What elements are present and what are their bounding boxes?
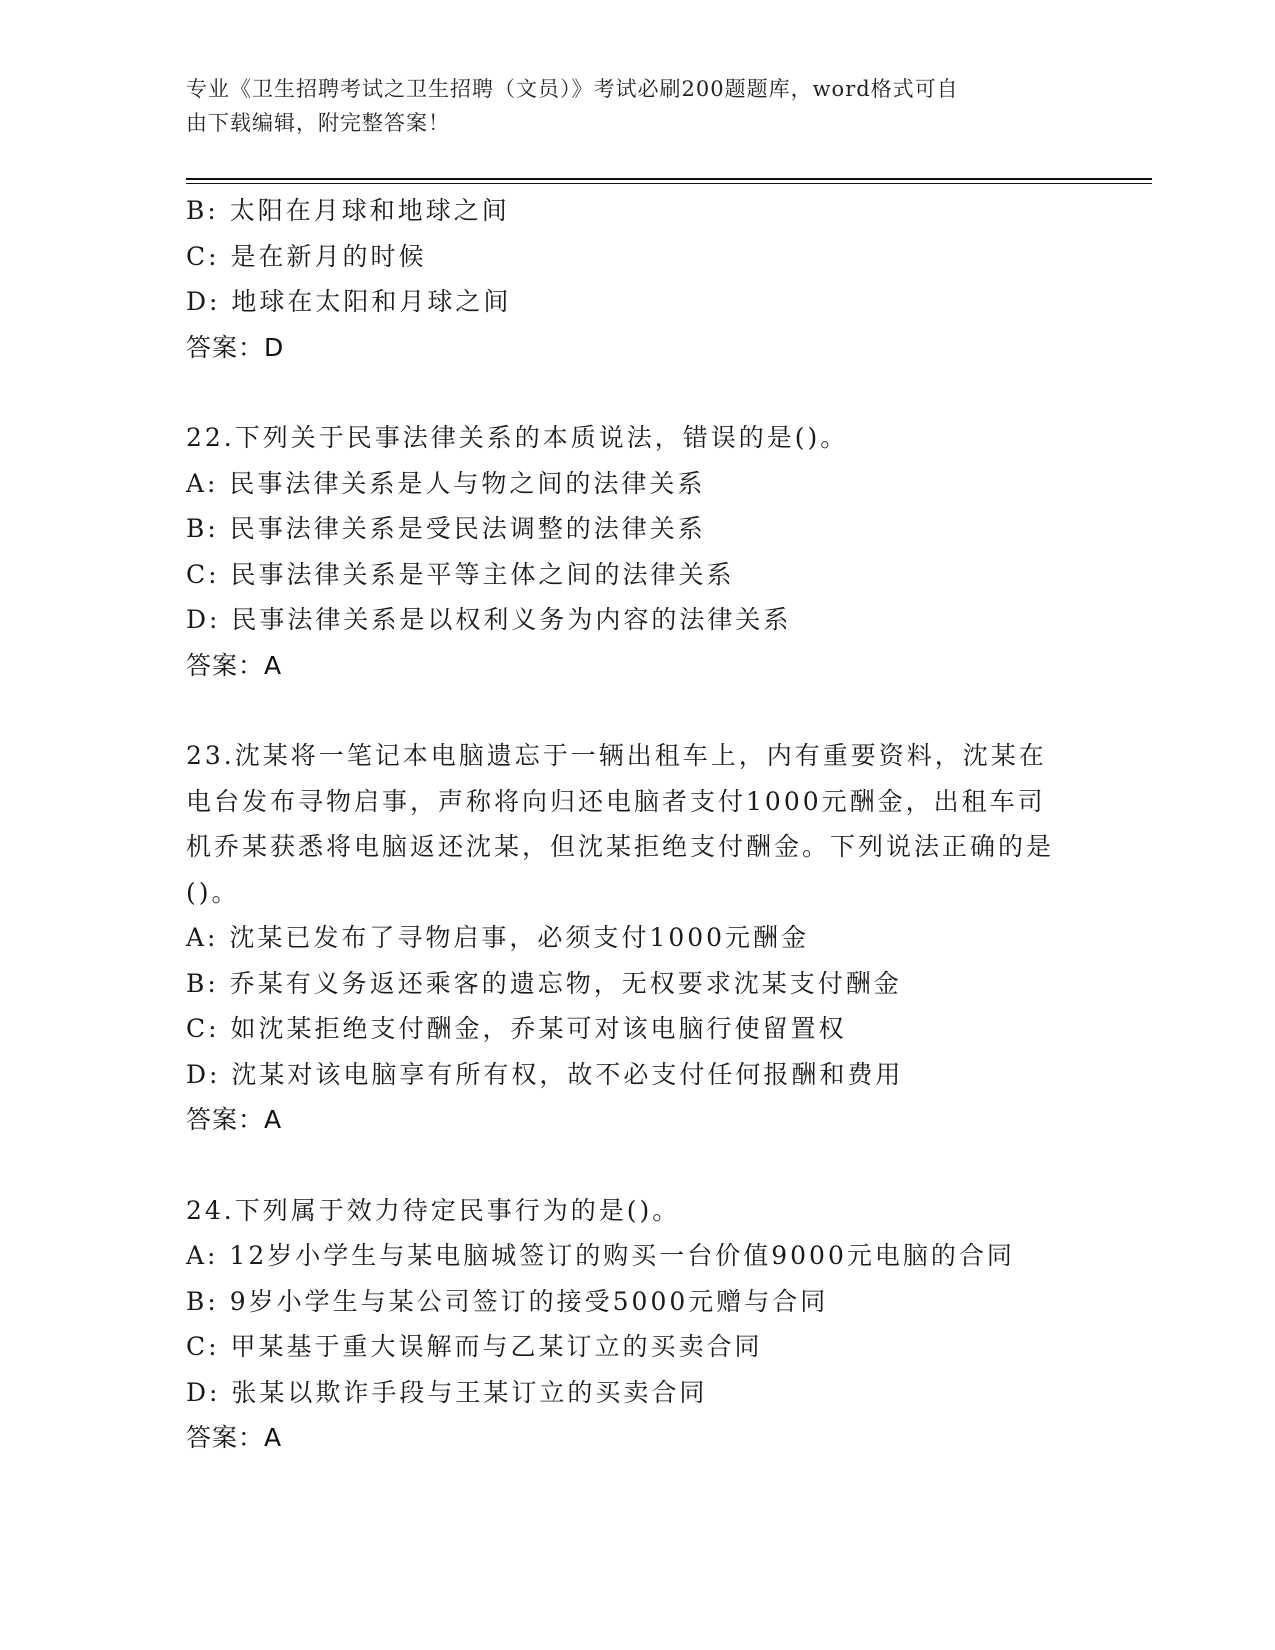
question-block-21 (186, 188, 1086, 370)
option-b: B: 太阳在月球和地球之间 (186, 196, 510, 225)
page-header (186, 72, 1066, 140)
option-a: A: 民事法律关系是人与物之间的法律关系 (186, 468, 706, 498)
header-line-1: 专业《卫生招聘考试之卫生招聘（文员）》考试必刷200题题库，word格式可自 (186, 77, 959, 101)
option-b: B: 乔某有义务返还乘客的遗忘物，无权要求沈某支付酬金 (186, 968, 902, 998)
option-b: B: 民事法律关系是受民法调整的法律关系 (186, 514, 706, 543)
option-b: B: 9岁小学生与某公司签订的接受5000元赠与合同 (186, 1286, 829, 1316)
option-d: D: 张某以欺诈手段与王某订立的买卖合同 (186, 1377, 708, 1407)
answer-line: 答案：A (186, 650, 283, 680)
header-divider-thin (186, 183, 1152, 184)
option-a: A: 12岁小学生与某电脑城签订的购买一台价值9000元电脑的合同 (186, 1241, 1015, 1270)
option-d: D: 民事法律关系是以权利义务为内容的法律关系 (186, 605, 792, 634)
option-d: D: 沈某对该电脑享有所有权，故不必支付任何报酬和费用 (186, 1059, 904, 1089)
header-line-2: 由下载编辑，附完整答案！ (186, 111, 450, 135)
question-list (186, 188, 1086, 1461)
question-block-23 (186, 733, 1086, 1143)
option-a: A: 沈某已发布了寻物启事，必须支付1000元酬金 (186, 923, 810, 952)
answer-line: 答案：A (186, 1423, 283, 1452)
answer-line: 答案：A (186, 1105, 283, 1134)
question-stem: 24.下列属于效力待定民事行为的是()。 (186, 1195, 681, 1225)
question-stem: 23.沈某将一笔记本电脑遗忘于一辆出租车上，内有重要资料，沈某在电台发布寻物启事，声称将向归还电脑者支付1000元酬金，出租车司机乔某获悉将电脑返还沈某，但沈某拒绝支付酬金。下列说法正确的是()。 (186, 741, 1055, 907)
header-divider (186, 178, 1152, 180)
option-c: C: 如沈某拒绝支付酬金，乔某可对该电脑行使留置权 (186, 1014, 847, 1043)
option-c: C: 民事法律关系是平等主体之间的法律关系 (186, 559, 735, 589)
option-c: C: 甲某基于重大误解而与乙某订立的买卖合同 (186, 1332, 763, 1361)
answer-line: 答案：D (186, 332, 285, 362)
option-d: D: 地球在太阳和月球之间 (186, 287, 512, 316)
question-stem: 22.下列关于民事法律关系的本质说法，错误的是()。 (186, 423, 849, 452)
question-block-24 (186, 1188, 1086, 1461)
option-c: C: 是在新月的时候 (186, 241, 427, 271)
question-block-22 (186, 415, 1086, 688)
